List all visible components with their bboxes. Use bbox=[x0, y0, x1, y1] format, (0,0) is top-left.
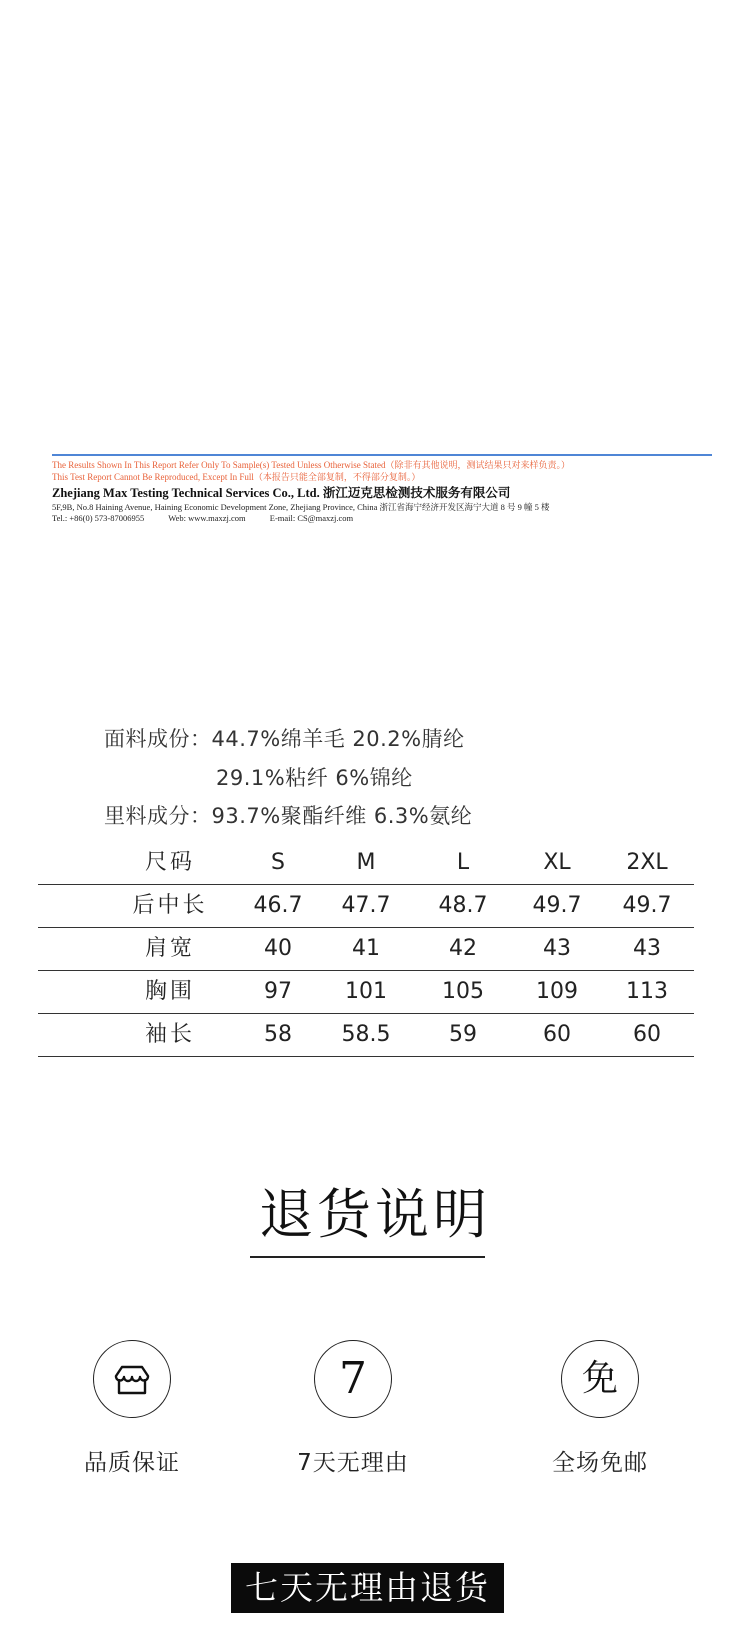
row-label: 后中长 bbox=[132, 893, 208, 918]
size-xl: XL bbox=[543, 850, 571, 875]
row-value: 47.7 bbox=[341, 893, 391, 918]
report-company: Zhejiang Max Testing Technical Services Co., Ltd. 浙江迈克思检测技术服务有限公司 bbox=[52, 486, 511, 500]
feature-free-shipping bbox=[500, 1340, 700, 1477]
row-value: 97 bbox=[264, 979, 292, 1004]
row-value: 49.7 bbox=[622, 893, 672, 918]
table-row bbox=[38, 928, 694, 971]
report-divider bbox=[52, 454, 712, 456]
shop-icon bbox=[93, 1340, 171, 1418]
report-address: 5F,9B, No.8 Haining Avenue, Haining Economic Development Zone, Zhejiang Province, China 浙江省海宁经济开发区海宁大道 8 号 9 幢 5 楼 bbox=[52, 502, 550, 512]
fabric-composition: 面料成份：44.7%绵羊毛 20.2%腈纶 bbox=[104, 727, 465, 751]
row-value: 49.7 bbox=[532, 893, 582, 918]
report-contact bbox=[52, 513, 712, 524]
return-policy-banner: 七天无理由退货 bbox=[231, 1563, 504, 1613]
free-icon bbox=[561, 1340, 639, 1418]
feature-seven-day bbox=[253, 1340, 453, 1477]
row-label: 肩宽 bbox=[144, 936, 195, 961]
title-underline bbox=[250, 1256, 485, 1258]
feature-label-free-shipping: 全场免邮 bbox=[552, 1450, 648, 1476]
report-email: E-mail: CS@maxzj.com bbox=[269, 513, 354, 523]
size-header-label: 尺码 bbox=[144, 850, 195, 875]
row-value: 40 bbox=[264, 936, 292, 961]
row-value: 42 bbox=[449, 936, 477, 961]
row-value: 46.7 bbox=[253, 893, 303, 918]
feature-label-seven-day: 7天无理由 bbox=[297, 1450, 409, 1476]
row-value: 48.7 bbox=[438, 893, 488, 918]
size-2xl: 2XL bbox=[626, 850, 668, 875]
row-value: 113 bbox=[626, 979, 668, 1004]
seven-glyph: 7 bbox=[339, 1353, 367, 1404]
row-value: 109 bbox=[536, 979, 578, 1004]
row-value: 60 bbox=[633, 1022, 661, 1047]
report-tel: Tel.: +86(0) 573-87006955 bbox=[52, 513, 145, 523]
row-value: 43 bbox=[543, 936, 571, 961]
report-note-1: The Results Shown In This Report Refer Only To Sample(s) Tested Unless Otherwise Stated（除非有其他说明，测试结果只对来样负责。） bbox=[52, 460, 570, 470]
table-row bbox=[38, 885, 694, 928]
free-glyph: 免 bbox=[581, 1358, 618, 1399]
report-note-2: This Test Report Cannot Be Reproduced, Except In Full（本报告只能全部复制，不得部分复制。） bbox=[52, 472, 421, 482]
row-value: 105 bbox=[442, 979, 484, 1004]
row-value: 58.5 bbox=[341, 1022, 391, 1047]
returns-title: 退货说明 bbox=[259, 1183, 491, 1246]
row-value: 101 bbox=[345, 979, 387, 1004]
feature-label-quality: 品质保证 bbox=[84, 1450, 180, 1476]
size-s: S bbox=[271, 850, 285, 875]
row-value: 58 bbox=[264, 1022, 292, 1047]
row-label: 胸围 bbox=[144, 979, 195, 1004]
seven-icon bbox=[314, 1340, 392, 1418]
row-value: 59 bbox=[449, 1022, 477, 1047]
size-table-header bbox=[38, 842, 694, 885]
size-m: M bbox=[356, 850, 376, 875]
fabric-composition-cont: 29.1%粘纤 6%锦纶 bbox=[216, 766, 413, 790]
size-table bbox=[38, 842, 694, 1057]
row-value: 41 bbox=[352, 936, 380, 961]
table-row bbox=[38, 971, 694, 1014]
table-row bbox=[38, 1014, 694, 1057]
test-report-footer bbox=[52, 454, 712, 524]
feature-quality bbox=[32, 1340, 232, 1477]
row-value: 60 bbox=[543, 1022, 571, 1047]
row-value: 43 bbox=[633, 936, 661, 961]
row-label: 袖长 bbox=[144, 1022, 195, 1047]
report-web: Web: www.maxzj.com bbox=[168, 513, 246, 523]
size-l: L bbox=[456, 850, 470, 875]
lining-composition: 里料成分：93.7%聚酯纤维 6.3%氨纶 bbox=[104, 804, 473, 828]
